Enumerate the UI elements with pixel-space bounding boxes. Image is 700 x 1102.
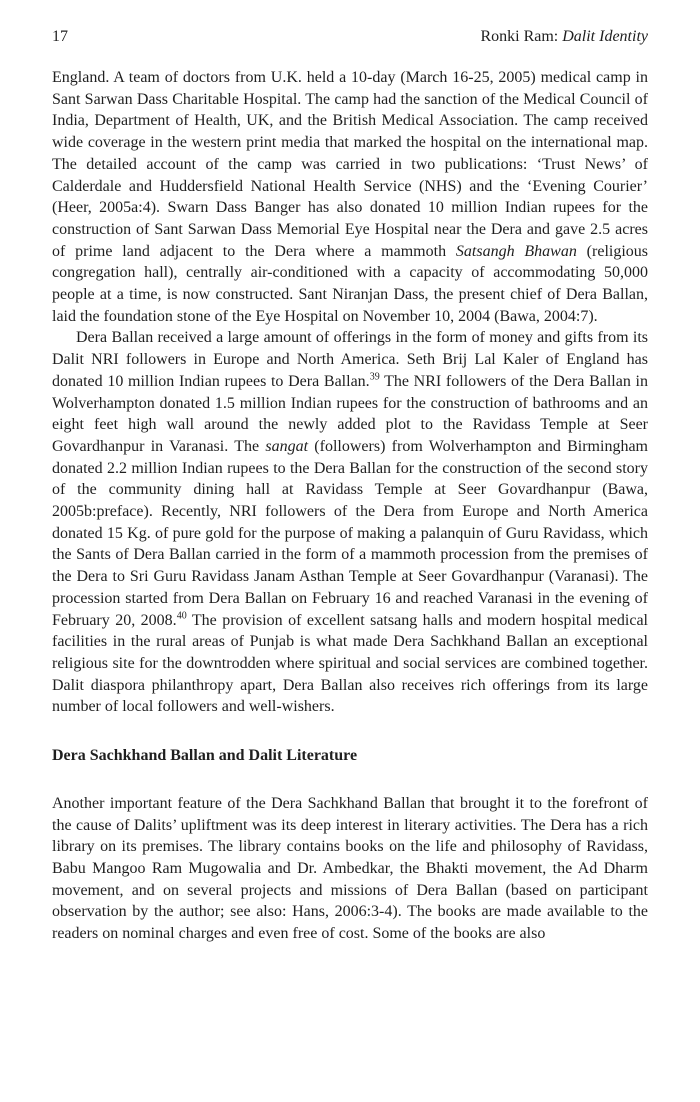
italic-term: Satsangh Bhawan bbox=[455, 242, 577, 260]
page-body bbox=[52, 67, 648, 945]
running-header bbox=[52, 26, 648, 48]
section-heading: Dera Sachkhand Ballan and Dalit Literature bbox=[52, 747, 358, 765]
page-number: 17 bbox=[52, 28, 68, 45]
footnote-ref-40: 40 bbox=[176, 610, 187, 622]
italic-term: sangat bbox=[265, 437, 309, 455]
footnote-ref-39: 39 bbox=[369, 371, 380, 383]
paragraph-3: Another important feature of the Dera Sachkhand Ballan that brought it to the forefront of the cause of Dalits’ upliftment was its deep interest in literary activities. The Dera has a rich library on its premises. The library contains books on the life and philosophy of Ravidass, Babu Mangoo Ram Mugowalia and Dr. Ambedkar, the Bhakti movement, the Ad Dharm movement, and on several projects and missions of Dera Ballan (based on participant observation by the author; see also: Hans, 2006:3-4). The books are made available to the readers on nominal charges and even free of cost. Some of the books are also bbox=[52, 794, 648, 943]
author-name: Ronki Ram: bbox=[480, 28, 559, 45]
paragraph-2: Dera Ballan received a large amount of offerings in the form of money and gifts from its Dalit NRI followers in Europe and North America. Seth Brij Lal Kaler of England has donated 10 million Indian rupees to Dera Ballan.$^{39}$ The NRI followers of the Dera Ballan in Wolverhampton donated 1.5 million Indian rupees for the construction of bathrooms and an eight feet high wall around the newly added plot to the Ravidass Temple at Seer Govardhanpur in Varanasi. The sangat (followers) from Wolverhampton and Birmingham donated 2.2 million Indian rupees to the Dera Ballan for the construction of the second story of the community dining hall at Ravidass Temple at Seer Govardhanpur (Bawa, 2005b:preface). Recently, NRI followers of the Dera from Europe and North America donated 15 Kg. of pure gold for the purpose of making a palanquin of Guru Ravidass, which the Sants of Dera Ballan carried in the form of a mammoth procession from the premises of the Dera to Sri Guru Ravidass Janam Asthan Temple at Seer Govardhanpur (Varanasi). The procession started from Dera Ballan on February 16 and reached Varanasi in the evening of February 20, 2008.40 The provision of excellent satsang halls and modern hospital medical facilities in the rural areas of Punjab is what made Dera Sachkhand Ballan an exceptional religious site for the downtrodden where spiritual and social services are combined together. Dalit diaspora philanthropy apart, Dera Ballan also receives rich offerings from its large number of local followers and well-wishers. bbox=[52, 329, 648, 716]
running-title bbox=[480, 26, 648, 48]
paragraph-1: England. A team of doctors from U.K. held a 10-day (March 16-25, 2005) medical camp in Sant Sarwan Dass Charitable Hospital. The camp had the sanction of the Medical Council of India, Department of Health, UK, and the British Medical Association. The camp received wide coverage in the western print media that marked the hospital on the international map. The detailed account of the camp was carried in two publications: ‘Trust News’ of Calderdale and Huddersfield National Health Service (NHS) and the ‘Evening Courier’ (Heer, 2005a:4). Swarn Dass Banger has also donated 10 million Indian rupees for the construction of Sant Sarwan Dass Memorial Eye Hospital near the Dera and gave 2.5 acres of prime land adjacent to the Dera where a mammoth Satsangh Bhawan (religious congregation hall), centrally air-conditioned with a capacity of accommodating 50,000 people at a time, is now constructed. Sant Niranjan Dass, the present chief of Dera Ballan, laid the foundation stone of the Eye Hospital on November 10, 2004 (Bawa, 2004:7). bbox=[52, 69, 649, 325]
book-title: Dalit Identity bbox=[562, 28, 648, 45]
